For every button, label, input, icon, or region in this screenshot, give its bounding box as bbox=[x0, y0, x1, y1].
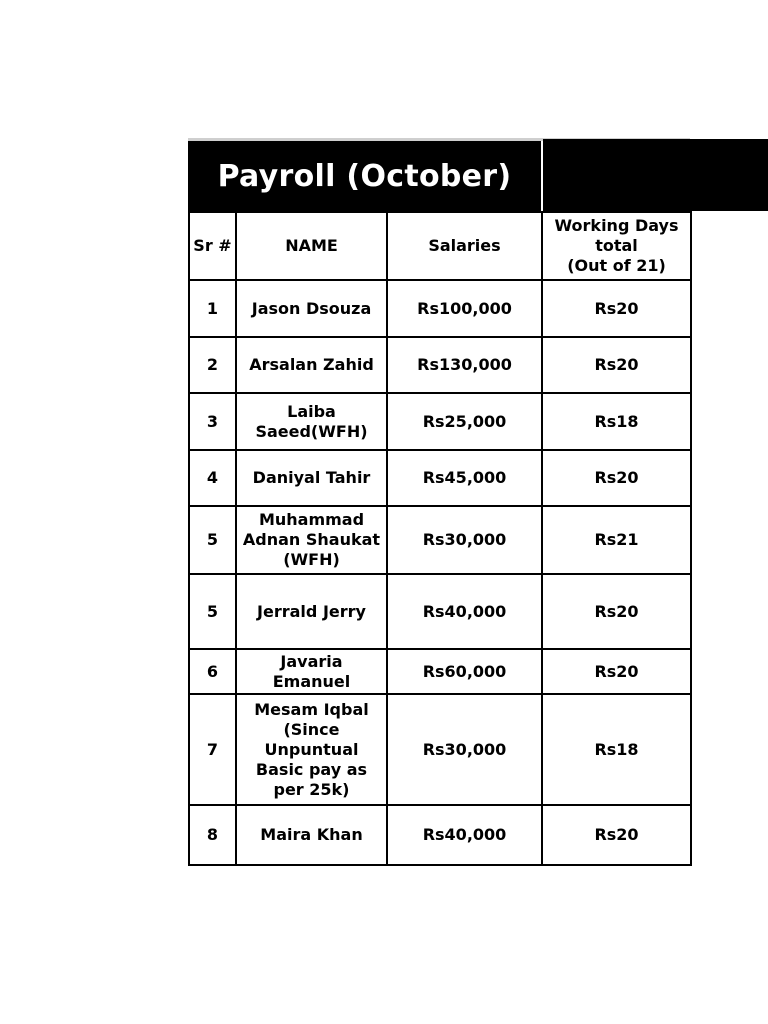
title-divider bbox=[541, 141, 543, 211]
table-row bbox=[189, 280, 691, 337]
cell-salary: Rs40,000 bbox=[387, 574, 542, 649]
header-name: NAME bbox=[236, 212, 387, 280]
cell-working-days: Rs20 bbox=[542, 450, 691, 506]
cell-name: Laiba Saeed(WFH) bbox=[236, 393, 387, 450]
cell-salary: Rs60,000 bbox=[387, 649, 542, 694]
cell-salary: Rs45,000 bbox=[387, 450, 542, 506]
cell-name: Jason Dsouza bbox=[236, 280, 387, 337]
cell-sr: 7 bbox=[189, 694, 236, 805]
table-row bbox=[189, 649, 691, 694]
cell-name: Arsalan Zahid bbox=[236, 337, 387, 393]
cell-working-days: Rs18 bbox=[542, 694, 691, 805]
cell-working-days: Rs20 bbox=[542, 337, 691, 393]
payroll-table bbox=[188, 211, 692, 866]
header-working-days-line1: Working Days bbox=[554, 216, 679, 235]
cell-sr: 8 bbox=[189, 805, 236, 865]
header-working-days-line3: (Out of 21) bbox=[567, 256, 666, 275]
table-row bbox=[189, 694, 691, 805]
cell-working-days: Rs20 bbox=[542, 574, 691, 649]
cell-salary: Rs40,000 bbox=[387, 805, 542, 865]
cell-name: Daniyal Tahir bbox=[236, 450, 387, 506]
cell-salary: Rs30,000 bbox=[387, 506, 542, 574]
cell-name: Muhammad Adnan Shaukat (WFH) bbox=[236, 506, 387, 574]
cell-working-days: Rs21 bbox=[542, 506, 691, 574]
cell-sr: 2 bbox=[189, 337, 236, 393]
cell-salary: Rs130,000 bbox=[387, 337, 542, 393]
cell-sr: 5 bbox=[189, 506, 236, 574]
cell-name: Jerrald Jerry bbox=[236, 574, 387, 649]
table-row bbox=[189, 393, 691, 450]
header-working-days-line2: total bbox=[595, 236, 638, 255]
table-row bbox=[189, 506, 691, 574]
cell-name: Maira Khan bbox=[236, 805, 387, 865]
table-row bbox=[189, 450, 691, 506]
cell-working-days: Rs18 bbox=[542, 393, 691, 450]
table-header-row bbox=[189, 212, 691, 280]
cell-working-days: Rs20 bbox=[542, 280, 691, 337]
cell-working-days: Rs20 bbox=[542, 649, 691, 694]
cell-salary: Rs25,000 bbox=[387, 393, 542, 450]
cell-sr: 4 bbox=[189, 450, 236, 506]
header-working-days bbox=[542, 212, 691, 280]
header-salaries: Salaries bbox=[387, 212, 542, 280]
header-sr: Sr # bbox=[189, 212, 236, 280]
title-banner-extension bbox=[543, 139, 768, 211]
table-row bbox=[189, 805, 691, 865]
table-row bbox=[189, 574, 691, 649]
cell-working-days: Rs20 bbox=[542, 805, 691, 865]
cell-sr: 6 bbox=[189, 649, 236, 694]
table-row bbox=[189, 337, 691, 393]
cell-sr: 5 bbox=[189, 574, 236, 649]
cell-salary: Rs30,000 bbox=[387, 694, 542, 805]
page-title: Payroll (October) bbox=[188, 141, 541, 211]
table-body bbox=[189, 280, 691, 865]
cell-sr: 1 bbox=[189, 280, 236, 337]
cell-salary: Rs100,000 bbox=[387, 280, 542, 337]
cell-name: Javaria Emanuel bbox=[236, 649, 387, 694]
cell-name: Mesam Iqbal (Since Unpuntual Basic pay as per 25k) bbox=[236, 694, 387, 805]
cell-sr: 3 bbox=[189, 393, 236, 450]
